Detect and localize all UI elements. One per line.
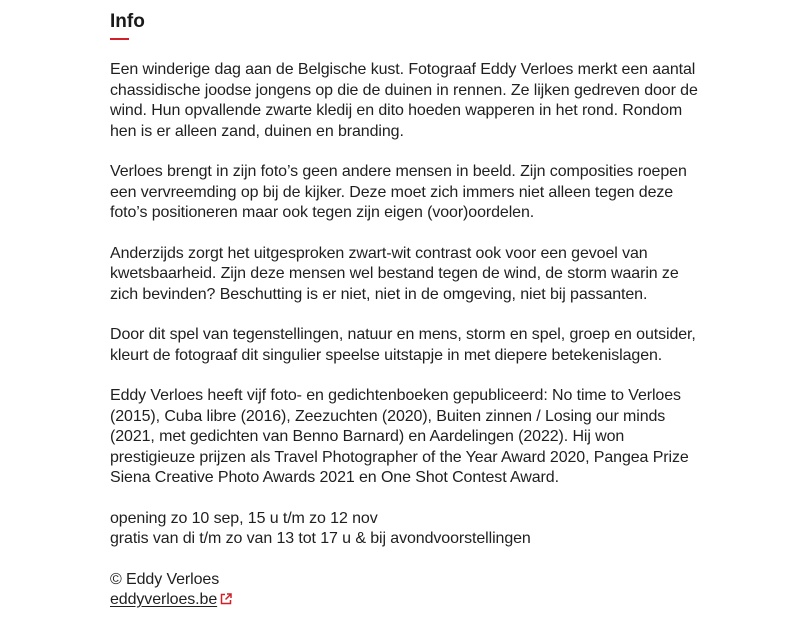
website-link[interactable] <box>110 591 217 608</box>
free-entry-hours: gratis van di t/m zo van 13 tot 17 u & bij avondvoorstellingen <box>110 530 531 547</box>
paragraph-contrast: Anderzijds zorgt het uitgesproken zwart-wit contrast ook voor een gevoel van kwetsbaarheid. Zijn deze mensen wel bestand tegen de wind, de storm waarin ze zich bevinden? Beschutting is er niet, niet in de omgeving, niet bij passanten. <box>110 244 679 303</box>
credit-block <box>110 570 710 612</box>
section-heading: Info <box>110 11 145 32</box>
external-link-icon[interactable] <box>220 591 232 612</box>
opening-hours: opening zo 10 sep, 15 u t/m zo 12 nov <box>110 509 378 527</box>
heading-accent-underline <box>110 38 129 40</box>
paragraph-composition: Verloes brengt in zijn foto’s geen andere mensen in beeld. Zijn composities roepen een vervreemding op bij de kijker. Deze moet zich immers niet alleen tegen deze foto’s positioneren maar ook tegen zijn eigen (voor)oordelen. <box>110 163 687 221</box>
paragraph-intro: Een winderige dag aan de Belgische kust. Fotograaf Eddy Verloes merkt een aantal chassidische joodse jongens op die de duinen in rennen. Ze lijken gedreven door de wind. Hun opvallende zwarte kledij en dito hoeden wapperen in het rond. Rondom hen is er alleen zand, duinen en branding. <box>110 61 698 140</box>
schedule-block <box>110 509 710 550</box>
info-section <box>110 0 710 632</box>
paragraph-biography: Eddy Verloes heeft vijf foto- en gedichtenboeken gepubliceerd: No time to Verloes (2015), Cuba libre (2016), Zeezuchten (2020), Buiten zinnen / Losing our minds (2021, met gedichten van Benno Barnard) en Aardelingen (2022). Hij won prestigieuze prijzen als Travel Photographer of the Year Award 2020, Pangea Prize Siena Creative Photo Awards 2021 en One Shot Contest Award. <box>110 387 689 486</box>
info-body <box>110 60 710 612</box>
paragraph-contradictions: Door dit spel van tegenstellingen, natuur en mens, storm en spel, groep en outsider, kleurt de fotograaf dit singulier speelse uitstapje in met diepere betekenislagen. <box>110 326 696 364</box>
copyright-text: © Eddy Verloes <box>110 570 220 588</box>
website-link-text: eddyverloes.be <box>110 591 218 608</box>
